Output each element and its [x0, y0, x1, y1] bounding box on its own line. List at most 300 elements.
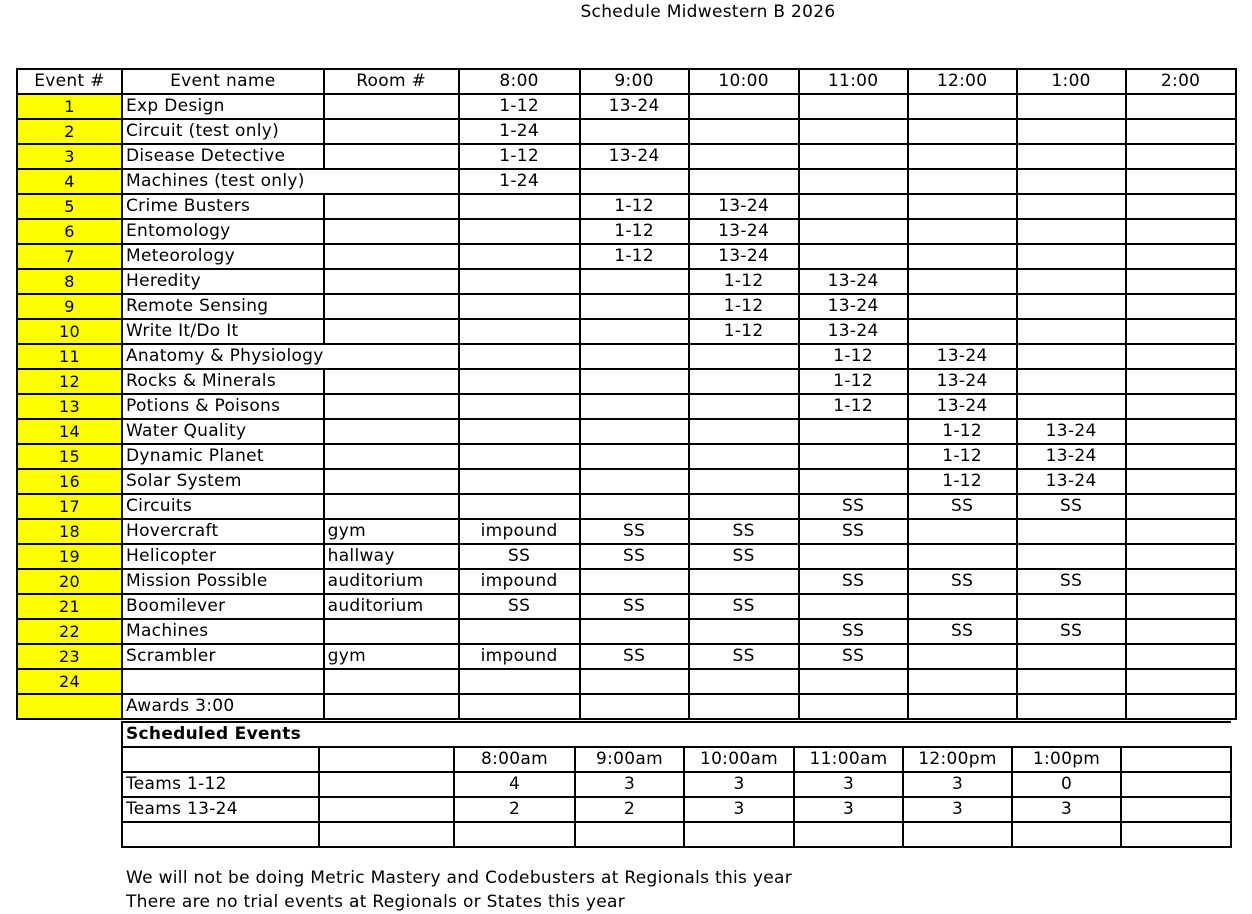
time-slot-cell [580, 369, 689, 394]
time-slot-cell [799, 244, 908, 269]
time-slot-cell [459, 194, 580, 219]
event-number: 10 [17, 319, 122, 344]
time-slot-cell: SS [799, 619, 908, 644]
event-room [324, 419, 459, 444]
time-slot-cell [1017, 244, 1126, 269]
time-slot-cell [1126, 469, 1236, 494]
summary-count: 2 [454, 797, 575, 822]
schedule-table [16, 68, 1237, 720]
event-room [324, 344, 459, 369]
time-slot-cell [689, 169, 799, 194]
column-header: 9:00 [580, 69, 689, 94]
event-number: 6 [17, 219, 122, 244]
time-slot-cell: 1-12 [799, 394, 908, 419]
time-slot-cell [799, 94, 908, 119]
event-name: Crime Busters [122, 194, 324, 219]
event-number: 15 [17, 444, 122, 469]
summary-row [122, 797, 1231, 822]
time-slot-cell [459, 269, 580, 294]
event-name: Dynamic Planet [122, 444, 324, 469]
summary-count: 2 [575, 797, 684, 822]
event-number: 4 [17, 169, 122, 194]
event-room: gym [324, 519, 459, 544]
time-slot-cell [459, 444, 580, 469]
event-name: Machines [122, 619, 324, 644]
time-slot-cell [689, 119, 799, 144]
empty-cell [122, 822, 319, 847]
event-room: auditorium [324, 569, 459, 594]
time-slot-cell [908, 694, 1017, 719]
time-slot-cell: impound [459, 569, 580, 594]
summary-count: 3 [794, 797, 903, 822]
event-room [324, 94, 459, 119]
event-row [17, 344, 1236, 369]
time-slot-cell [580, 394, 689, 419]
time-slot-cell: 1-12 [580, 194, 689, 219]
time-slot-cell [908, 644, 1017, 669]
event-name: Scrambler [122, 644, 324, 669]
event-row [17, 469, 1236, 494]
time-slot-cell [689, 394, 799, 419]
time-slot-cell [459, 694, 580, 719]
column-header: 8:00 [459, 69, 580, 94]
time-slot-cell [1126, 144, 1236, 169]
time-slot-cell [459, 369, 580, 394]
time-slot-cell [459, 319, 580, 344]
empty-cell [122, 747, 319, 772]
time-slot-cell [1126, 619, 1236, 644]
time-slot-cell [1126, 544, 1236, 569]
event-name: Remote Sensing [122, 294, 324, 319]
time-slot-cell [459, 394, 580, 419]
time-slot-cell: 13-24 [799, 269, 908, 294]
summary-count: 3 [794, 772, 903, 797]
summary-time-header: 12:00pm [903, 747, 1012, 772]
time-slot-cell [459, 669, 580, 694]
time-slot-cell [1126, 494, 1236, 519]
empty-cell [319, 747, 454, 772]
time-slot-cell [908, 594, 1017, 619]
column-header: 11:00 [799, 69, 908, 94]
column-header: 1:00 [1017, 69, 1126, 94]
empty-cell [319, 797, 454, 822]
time-slot-cell [1017, 694, 1126, 719]
event-number: 9 [17, 294, 122, 319]
time-slot-cell [1017, 519, 1126, 544]
event-row [17, 269, 1236, 294]
time-slot-cell [1017, 294, 1126, 319]
empty-cell [319, 772, 454, 797]
time-slot-cell: 13-24 [799, 319, 908, 344]
time-slot-cell [799, 444, 908, 469]
time-slot-cell: 1-12 [580, 219, 689, 244]
time-slot-cell [459, 419, 580, 444]
time-slot-cell [799, 169, 908, 194]
time-slot-cell [1126, 419, 1236, 444]
summary-heading-row [122, 722, 1231, 747]
time-slot-cell [689, 469, 799, 494]
time-slot-cell: SS [799, 494, 908, 519]
column-header: 2:00 [1126, 69, 1236, 94]
time-slot-cell: 1-12 [799, 344, 908, 369]
empty-cell [1121, 797, 1231, 822]
summary-count: 3 [903, 772, 1012, 797]
time-slot-cell [689, 694, 799, 719]
time-slot-cell [1126, 94, 1236, 119]
event-room [324, 144, 459, 169]
event-name: Circuit (test only) [122, 119, 324, 144]
time-slot-cell [689, 94, 799, 119]
note-line-2: There are no trial events at Regionals or States this year [126, 892, 626, 912]
summary-row-label: Teams 13-24 [122, 797, 319, 822]
time-slot-cell [1017, 394, 1126, 419]
event-row [17, 369, 1236, 394]
time-slot-cell [1126, 219, 1236, 244]
empty-cell [1121, 822, 1231, 847]
time-slot-cell [799, 469, 908, 494]
time-slot-cell: SS [799, 519, 908, 544]
time-slot-cell: 13-24 [908, 394, 1017, 419]
event-number: 24 [17, 669, 122, 694]
time-slot-cell [908, 544, 1017, 569]
time-slot-cell: 1-12 [908, 419, 1017, 444]
event-number: 14 [17, 419, 122, 444]
time-slot-cell [580, 494, 689, 519]
event-row [17, 294, 1236, 319]
time-slot-cell [580, 169, 689, 194]
event-number: 8 [17, 269, 122, 294]
time-slot-cell [1017, 144, 1126, 169]
event-name: Circuits [122, 494, 324, 519]
time-slot-cell [799, 694, 908, 719]
event-room [324, 219, 459, 244]
event-row [17, 519, 1236, 544]
time-slot-cell: SS [689, 519, 799, 544]
time-slot-cell [1126, 519, 1236, 544]
summary-time-header: 9:00am [575, 747, 684, 772]
event-name: Anatomy & Physiology [122, 344, 324, 369]
time-slot-cell [799, 594, 908, 619]
time-slot-cell [689, 419, 799, 444]
time-slot-cell: 1-12 [689, 319, 799, 344]
time-slot-cell [1017, 169, 1126, 194]
time-slot-cell: 1-12 [908, 469, 1017, 494]
time-slot-cell [1126, 294, 1236, 319]
time-slot-cell [580, 269, 689, 294]
time-slot-cell [459, 494, 580, 519]
event-row [17, 319, 1236, 344]
event-name: Potions & Poisons [122, 394, 324, 419]
event-row [17, 619, 1236, 644]
time-slot-cell: 13-24 [580, 94, 689, 119]
event-room [324, 669, 459, 694]
event-name: Boomilever [122, 594, 324, 619]
column-header: 12:00 [908, 69, 1017, 94]
time-slot-cell [908, 144, 1017, 169]
time-slot-cell: 13-24 [908, 369, 1017, 394]
time-slot-cell [908, 219, 1017, 244]
summary-time-header: 1:00pm [1012, 747, 1121, 772]
event-row [17, 444, 1236, 469]
event-number: 3 [17, 144, 122, 169]
time-slot-cell [1126, 369, 1236, 394]
event-room [324, 369, 459, 394]
time-slot-cell: SS [1017, 494, 1126, 519]
event-number: 5 [17, 194, 122, 219]
event-row [17, 669, 1236, 694]
event-number: 23 [17, 644, 122, 669]
event-row [17, 569, 1236, 594]
column-header: Event # [17, 69, 122, 94]
time-slot-cell [580, 294, 689, 319]
empty-cell [575, 822, 684, 847]
event-name: Rocks & Minerals [122, 369, 324, 394]
time-slot-cell [908, 169, 1017, 194]
summary-count: 3 [684, 772, 794, 797]
event-row [17, 144, 1236, 169]
empty-cell [454, 822, 575, 847]
time-slot-cell: 1-24 [459, 119, 580, 144]
event-row [17, 94, 1236, 119]
empty-cell [684, 822, 794, 847]
time-slot-cell: SS [580, 544, 689, 569]
time-slot-cell [580, 444, 689, 469]
time-slot-cell [1126, 194, 1236, 219]
time-slot-cell [799, 669, 908, 694]
time-slot-cell: 13-24 [799, 294, 908, 319]
time-slot-cell [1017, 119, 1126, 144]
event-room [324, 694, 459, 719]
time-slot-cell [799, 419, 908, 444]
time-slot-cell: SS [1017, 569, 1126, 594]
time-slot-cell [908, 244, 1017, 269]
time-slot-cell [799, 144, 908, 169]
event-number: 19 [17, 544, 122, 569]
time-slot-cell [1126, 669, 1236, 694]
time-slot-cell: SS [580, 644, 689, 669]
event-name: Machines (test only) [122, 169, 324, 194]
summary-blank-row [122, 822, 1231, 847]
event-room [324, 319, 459, 344]
time-slot-cell [689, 144, 799, 169]
column-header: 10:00 [689, 69, 799, 94]
time-slot-cell [1017, 319, 1126, 344]
event-room [324, 194, 459, 219]
time-slot-cell [1126, 169, 1236, 194]
summary-times-row [122, 747, 1231, 772]
time-slot-cell [580, 419, 689, 444]
time-slot-cell [1126, 594, 1236, 619]
time-slot-cell [689, 569, 799, 594]
time-slot-cell [799, 544, 908, 569]
time-slot-cell [1017, 194, 1126, 219]
summary-time-header: 10:00am [684, 747, 794, 772]
time-slot-cell: 13-24 [689, 194, 799, 219]
column-header: Event name [122, 69, 324, 94]
time-slot-cell [908, 319, 1017, 344]
time-slot-cell: 1-12 [908, 444, 1017, 469]
empty-cell [1121, 772, 1231, 797]
time-slot-cell [1126, 694, 1236, 719]
event-number: 18 [17, 519, 122, 544]
time-slot-cell [799, 219, 908, 244]
summary-count: 3 [903, 797, 1012, 822]
event-number: 1 [17, 94, 122, 119]
empty-cell [1012, 822, 1121, 847]
time-slot-cell [1017, 669, 1126, 694]
time-slot-cell [1126, 344, 1236, 369]
time-slot-cell: 13-24 [580, 144, 689, 169]
time-slot-cell [580, 469, 689, 494]
empty-cell [903, 822, 1012, 847]
time-slot-cell [459, 344, 580, 369]
time-slot-cell [908, 669, 1017, 694]
page-title: Schedule Midwestern B 2026 [580, 2, 836, 22]
scheduled-events-table [121, 721, 1232, 848]
time-slot-cell [799, 119, 908, 144]
event-name: Water Quality [122, 419, 324, 444]
time-slot-cell [799, 194, 908, 219]
event-number: 7 [17, 244, 122, 269]
time-slot-cell [1017, 594, 1126, 619]
empty-cell [794, 822, 903, 847]
time-slot-cell [689, 494, 799, 519]
time-slot-cell: SS [580, 594, 689, 619]
event-number: 13 [17, 394, 122, 419]
event-name: Write It/Do It [122, 319, 324, 344]
event-room [324, 494, 459, 519]
summary-count: 3 [684, 797, 794, 822]
time-slot-cell [689, 619, 799, 644]
time-slot-cell [1126, 444, 1236, 469]
time-slot-cell [1017, 544, 1126, 569]
time-slot-cell [580, 119, 689, 144]
event-row [17, 169, 1236, 194]
event-room: auditorium [324, 594, 459, 619]
time-slot-cell [1126, 119, 1236, 144]
time-slot-cell [908, 119, 1017, 144]
time-slot-cell [580, 669, 689, 694]
time-slot-cell: SS [908, 494, 1017, 519]
time-slot-cell [1017, 644, 1126, 669]
event-number: 17 [17, 494, 122, 519]
event-number: 21 [17, 594, 122, 619]
time-slot-cell: 1-12 [799, 369, 908, 394]
event-room [324, 169, 459, 194]
time-slot-cell [459, 619, 580, 644]
time-slot-cell: 13-24 [1017, 444, 1126, 469]
time-slot-cell [1017, 269, 1126, 294]
event-row [17, 594, 1236, 619]
time-slot-cell: impound [459, 644, 580, 669]
summary-count: 4 [454, 772, 575, 797]
time-slot-cell [1126, 394, 1236, 419]
time-slot-cell [908, 294, 1017, 319]
event-row [17, 419, 1236, 444]
summary-heading: Scheduled Events [122, 722, 1231, 747]
event-room [324, 469, 459, 494]
event-row [17, 244, 1236, 269]
time-slot-cell [1017, 344, 1126, 369]
time-slot-cell: SS [908, 619, 1017, 644]
time-slot-cell: SS [580, 519, 689, 544]
time-slot-cell [1126, 569, 1236, 594]
event-number: 16 [17, 469, 122, 494]
summary-count: 3 [575, 772, 684, 797]
event-name: Heredity [122, 269, 324, 294]
event-row [17, 494, 1236, 519]
event-room: hallway [324, 544, 459, 569]
time-slot-cell: SS [799, 644, 908, 669]
event-room: gym [324, 644, 459, 669]
time-slot-cell [908, 194, 1017, 219]
time-slot-cell: SS [689, 644, 799, 669]
time-slot-cell [1126, 644, 1236, 669]
event-room [324, 444, 459, 469]
event-number: 2 [17, 119, 122, 144]
event-name: Exp Design [122, 94, 324, 119]
time-slot-cell: 1-12 [459, 144, 580, 169]
time-slot-cell [459, 219, 580, 244]
event-name: Meteorology [122, 244, 324, 269]
event-name: Disease Detective [122, 144, 324, 169]
time-slot-cell [580, 319, 689, 344]
event-number [17, 694, 122, 719]
event-room [324, 294, 459, 319]
event-row [17, 644, 1236, 669]
time-slot-cell: 13-24 [1017, 419, 1126, 444]
event-number: 22 [17, 619, 122, 644]
time-slot-cell [689, 369, 799, 394]
summary-row-label: Teams 1-12 [122, 772, 319, 797]
time-slot-cell [1017, 94, 1126, 119]
time-slot-cell [689, 344, 799, 369]
event-name: Awards 3:00 [122, 694, 324, 719]
time-slot-cell [459, 469, 580, 494]
time-slot-cell [459, 294, 580, 319]
empty-cell [319, 822, 454, 847]
time-slot-cell [908, 519, 1017, 544]
event-name: Entomology [122, 219, 324, 244]
time-slot-cell: 1-12 [580, 244, 689, 269]
time-slot-cell [580, 694, 689, 719]
column-header: Room # [324, 69, 459, 94]
summary-row [122, 772, 1231, 797]
time-slot-cell [908, 94, 1017, 119]
time-slot-cell: SS [459, 594, 580, 619]
time-slot-cell [580, 344, 689, 369]
event-name: Helicopter [122, 544, 324, 569]
time-slot-cell [1126, 319, 1236, 344]
event-room [324, 244, 459, 269]
event-row [17, 394, 1236, 419]
time-slot-cell: 13-24 [908, 344, 1017, 369]
event-name: Hovercraft [122, 519, 324, 544]
event-room [324, 619, 459, 644]
time-slot-cell: 1-24 [459, 169, 580, 194]
time-slot-cell [1017, 219, 1126, 244]
time-slot-cell [580, 569, 689, 594]
time-slot-cell: SS [799, 569, 908, 594]
time-slot-cell: SS [1017, 619, 1126, 644]
event-name: Mission Possible [122, 569, 324, 594]
time-slot-cell [1017, 369, 1126, 394]
time-slot-cell: SS [689, 594, 799, 619]
time-slot-cell [689, 444, 799, 469]
event-name [122, 669, 324, 694]
time-slot-cell [1126, 269, 1236, 294]
header-row [17, 69, 1236, 94]
